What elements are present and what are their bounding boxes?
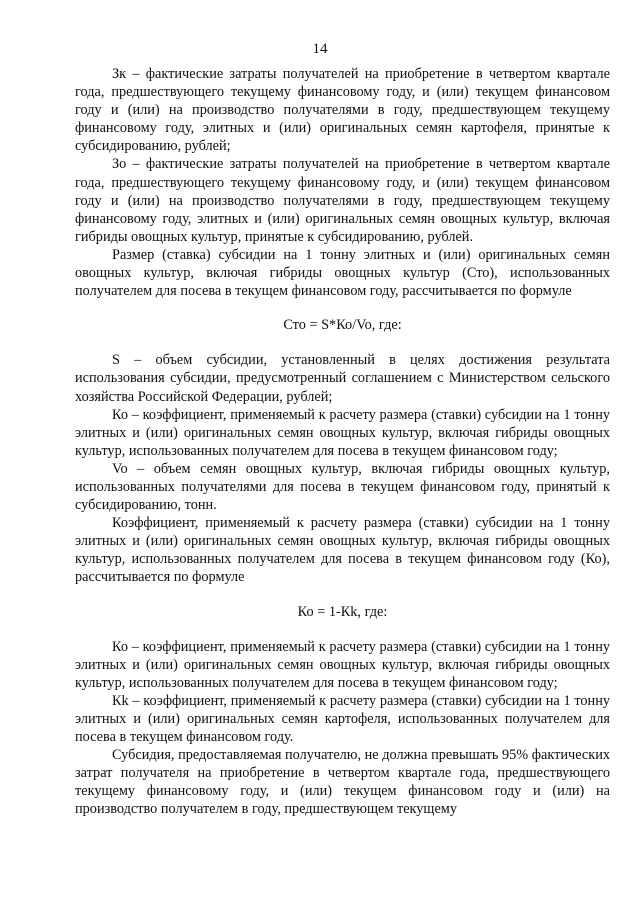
paragraph-ko-definition-repeat: Ко – коэффициент, применяемый к расчету размера (ставки) субсидии на 1 тонну элитных и (или) оригинальных семян овощных культур, включая гибриды овощных культур, использованных получателем для посева в текущем финансовом году; xyxy=(75,638,610,691)
document-body xyxy=(75,65,610,819)
formula-ko: Ко = 1-Кk, где: xyxy=(297,603,388,620)
paragraph-zo-definition: Зо – фактические затраты получателей на приобретение в четвертом квартале года, предшествующего текущему финансовому году, и (или) текущем финансовом году и (или) на производство получателями в году, предшествующем текущему финансовому году, элитных и (или) оригинальных семян овощных культур, включая гибриды овощных культур, принятые к субсидированию, рублей. xyxy=(75,156,610,245)
paragraph-coefficient-intro: Коэффициент, применяемый к расчету размера (ставки) субсидии на 1 тонну элитных и (или) оригинальных семян овощных культур, включая гибриды овощных культур, использованных получателем для посева в текущем финансовом году (Ко), рассчитывается по формуле xyxy=(75,515,610,586)
paragraph-ko-definition: Ко – коэффициент, применяемый к расчету размера (ставки) субсидии на 1 тонну элитных и (или) оригинальных семян овощных культур, включая гибриды овощных культур, использованных получателем для посева в текущем финансовом году; xyxy=(75,406,610,459)
paragraph-kk-definition: Кk – коэффициент, применяемый к расчету размера (ставки) субсидии на 1 тонну элитных и (или) оригинальных семян картофеля, использованных получателем для посева в текущем финансовом году. xyxy=(75,692,610,746)
paragraph-zk-definition: Зк – фактические затраты получателей на приобретение в четвертом квартале года, предшествующего текущему финансовому году, и (или) текущем финансовом году и (или) на производство получателями в году, предшествующем текущему финансовому году, элитных и (или) оригинальных семян картофеля, принятые к субсидированию, рублей; xyxy=(75,66,610,155)
paragraph-vo-definition: Vo – объем семян овощных культур, включая гибриды овощных культур, использованных получателями для посева в текущем финансовом году, принятый к субсидированию, тонн. xyxy=(75,460,610,514)
page-number: 14 xyxy=(312,41,328,57)
paragraph-s-definition: S – объем субсидии, установленный в целях достижения результата использования субсидии, предусмотренный соглашением с Министерством сельского хозяйства Российской Федерации, рублей; xyxy=(75,352,610,405)
formula-sto: Сто = S*Ко/Vo, где: xyxy=(283,317,402,334)
paragraph-rate-intro: Размер (ставка) субсидии на 1 тонну элитных и (или) оригинальных семян овощных культур, включая гибриды овощных культур (Сто), использованных получателем для посева в текущем финансовом году, рассчитывается по формуле xyxy=(75,246,610,300)
paragraph-subsidy-limit: Субсидия, предоставляемая получателю, не должна превышать 95% фактических затрат получателя на приобретение в четвертом квартале года, предшествующего текущему финансовому году, и (или) текущем финансовом году и (или) на производство получателем в году, предшествующем текущему xyxy=(75,747,610,818)
